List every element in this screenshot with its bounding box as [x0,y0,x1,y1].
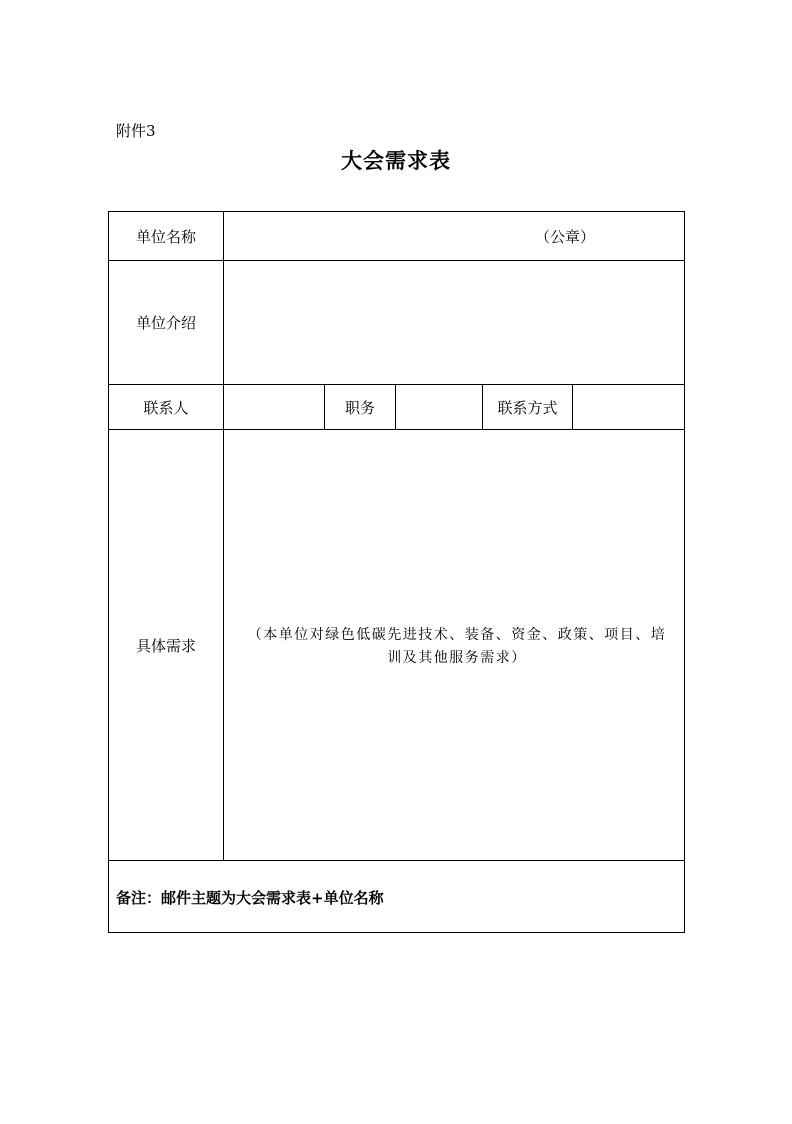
unit-intro-field[interactable] [223,260,685,385]
contact-method-label-cell [482,384,573,430]
needs-label: 具体需求 [135,636,196,655]
needs-hint-line-1: （本单位对绿色低碳先进技术、装备、资金、政策、项目、培 [247,627,667,643]
note-text: 备注：邮件主题为大会需求表+单位名称 [116,889,384,907]
unit-intro-label-cell [108,260,224,385]
unit-name-field[interactable] [223,211,685,261]
contact-method-label: 联系方式 [497,398,558,417]
position-label: 职务 [344,398,375,417]
unit-name-label-cell [108,211,224,261]
needs-hint [238,624,676,670]
position-label-cell [324,384,396,430]
contact-method-field[interactable] [572,384,685,430]
unit-name-label: 单位名称 [135,227,196,246]
contact-label: 联系人 [143,398,189,417]
attachment-label: 附件3 [116,122,156,140]
needs-hint-line-2: 训及其他服务需求） [387,650,527,666]
unit-intro-label: 单位介绍 [135,314,196,332]
seal-hint: （公章） [535,228,596,246]
position-field[interactable] [395,384,483,430]
contact-field[interactable] [223,384,325,430]
needs-label-cell [108,429,224,861]
page-title: 大会需求表 [341,148,451,173]
contact-label-cell [108,384,224,430]
